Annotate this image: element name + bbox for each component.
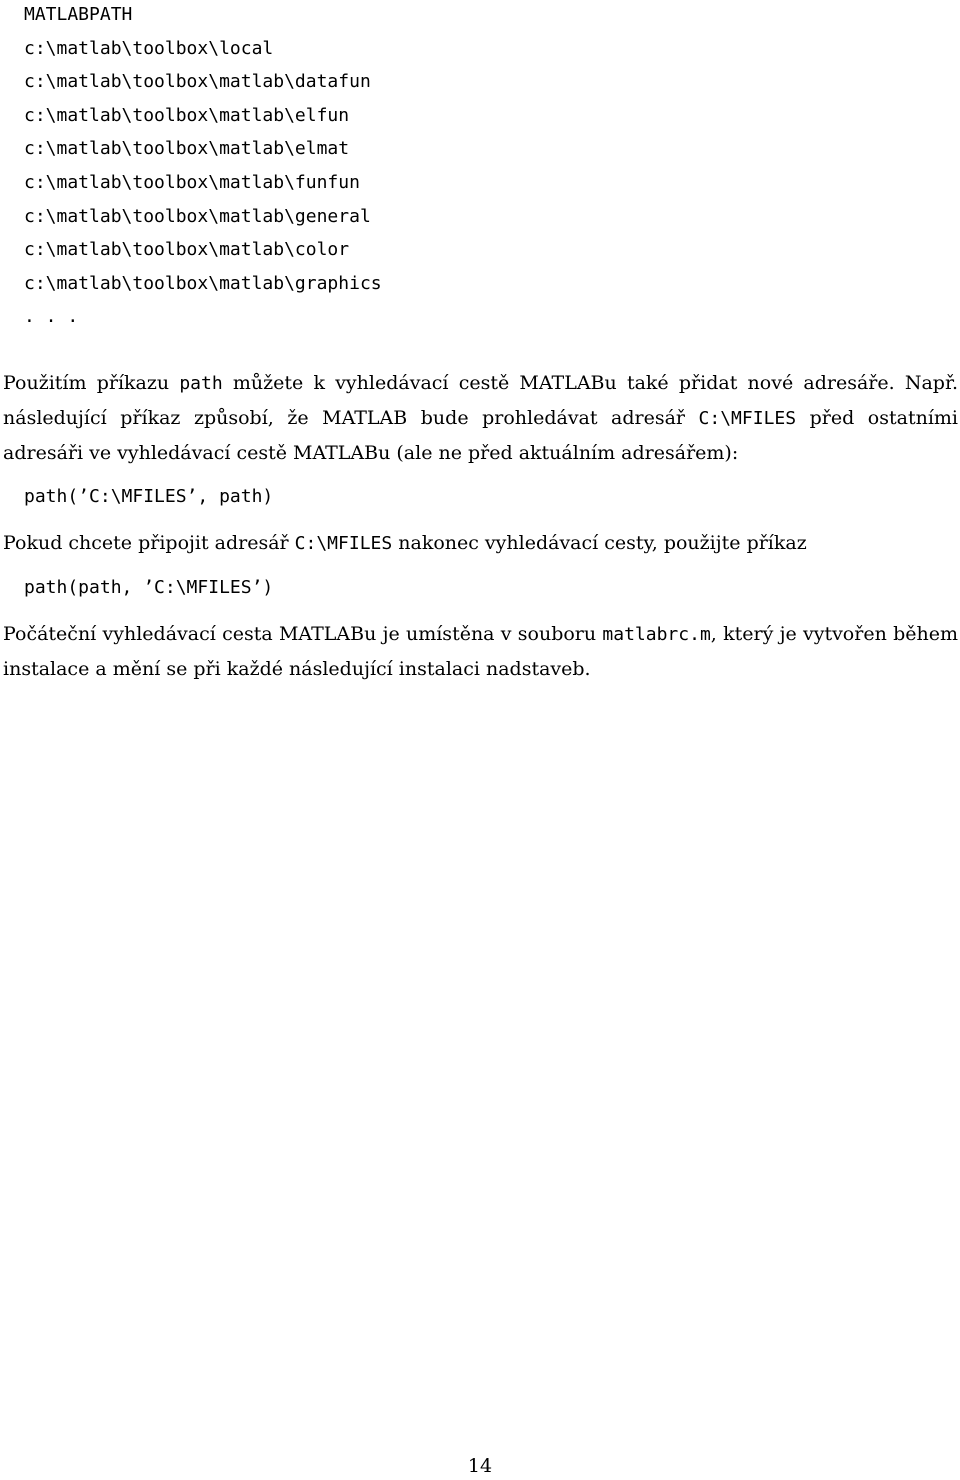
inline-code: matlabrc.m <box>602 624 711 645</box>
path-entry: c:\matlab\toolbox\local <box>24 37 274 59</box>
path-entry: c:\matlab\toolbox\matlab\graphics <box>24 272 382 294</box>
paragraph-text: můžete k vyhledávací cestě MATLABu také přidat nové adresáře. Např. následující příkaz způsobí, že MATLAB bude prohledávat adresář <box>3 372 959 429</box>
code-example-prepend: path(’C:\MFILES’, path) <box>24 486 274 507</box>
paragraph-text: Počáteční vyhledávací cesta MATLABu je umístěna v souboru <box>3 623 603 645</box>
inline-code: C:\MFILES <box>698 408 797 429</box>
paragraph-text: , který je vytvořen během instalace a mění se při každé následující instalaci nadstaveb. <box>3 623 958 680</box>
inline-code: C:\MFILES <box>294 533 393 554</box>
paragraph-path-command <box>3 366 958 470</box>
page-number: 14 <box>467 1455 493 1477</box>
path-entry: c:\matlab\toolbox\matlab\elfun <box>24 104 350 126</box>
path-ellipsis: . . . <box>24 306 79 328</box>
inline-code: path <box>179 373 223 394</box>
path-entry: c:\matlab\toolbox\matlab\elmat <box>24 138 350 160</box>
paragraph-text: Použitím příkazu <box>3 372 180 394</box>
path-entry: c:\matlab\toolbox\matlab\color <box>24 239 350 261</box>
paragraph-initial-path <box>3 617 958 686</box>
paragraph-text: před ostatními adresáři ve vyhledávací cestě MATLABu (ale ne před aktuálním adresářem): <box>3 407 958 464</box>
path-entry: c:\matlab\toolbox\matlab\general <box>24 205 371 227</box>
paragraph-text: Pokud chcete připojit adresář <box>3 532 295 554</box>
code-example-append: path(path, ’C:\MFILES’) <box>24 577 274 598</box>
path-entry: c:\matlab\toolbox\matlab\funfun <box>24 171 360 193</box>
paragraph-append-directory <box>3 526 958 561</box>
path-entry: c:\matlab\toolbox\matlab\datafun <box>24 71 371 93</box>
matlabpath-header: MATLABPATH <box>24 4 133 25</box>
matlabpath-listing <box>24 0 382 334</box>
paragraph-text: nakonec vyhledávací cesty, použijte příkaz <box>392 532 807 554</box>
